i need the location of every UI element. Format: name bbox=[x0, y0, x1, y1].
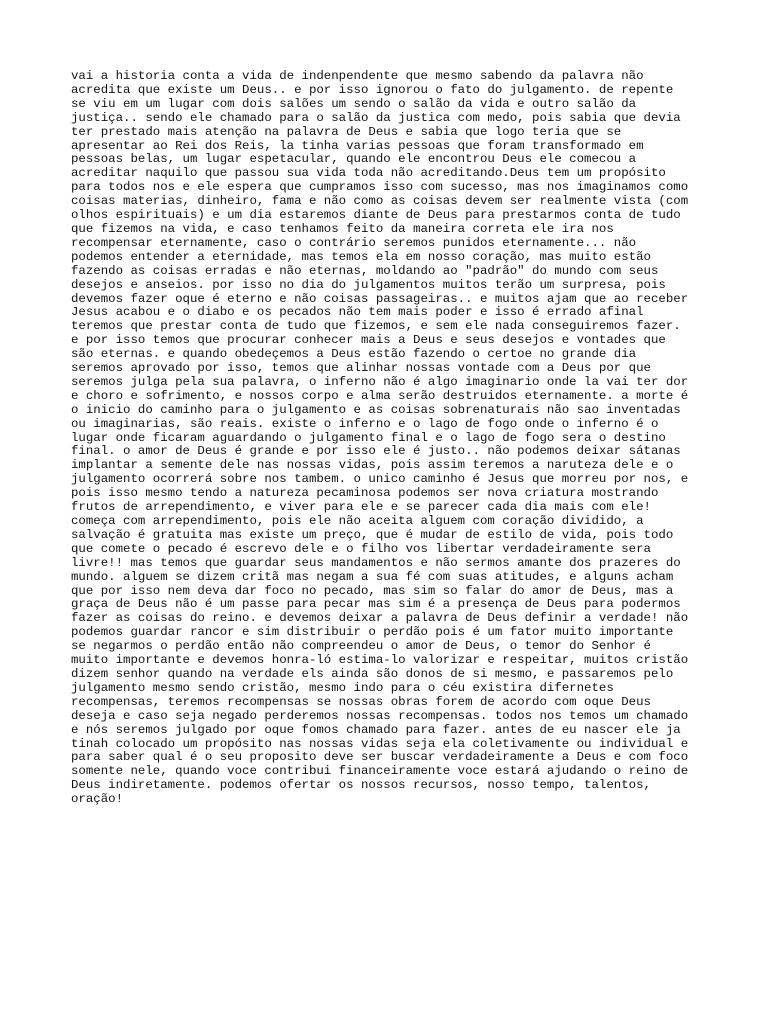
text-line: para todos nos e ele espera que cumpramos isso com sucesso, mas nos imaginamos como bbox=[71, 180, 689, 195]
text-line: julgamento ocorrerá sobre nos tambem. o unico caminho é Jesus que morreu por nos, e bbox=[71, 472, 689, 487]
text-line: podemos guardar rancor e sim distribuir o perdão pois é um fator muito importante bbox=[71, 625, 674, 640]
text-line: mundo. alguem se dizem critã mas negam a sua fé com suas atitudes, e alguns acham bbox=[71, 569, 674, 584]
text-line: se viu em um lugar com dois salões um sendo o salão da vida e outro salão da bbox=[71, 96, 637, 111]
text-line: e por isso temos que procurar conhecer mais a Deus e seus desejos e vontades que bbox=[71, 333, 666, 348]
text-line: livre!! mas temos que guardar seus mandamentos e não sermos amante dos prazeres do bbox=[71, 555, 681, 570]
text-line: oração! bbox=[71, 792, 124, 807]
text-line: deseja e caso seja negado perderemos nossas recompensas. todos nos temos um chamado bbox=[71, 708, 689, 723]
text-line: começa com arrependimento, pois ele não aceita alguem com coração dividido, a bbox=[71, 514, 644, 528]
text-line: fazendo as coisas erradas e não eternas, moldando ao "padrão" do mundo com seus bbox=[71, 263, 659, 278]
text-line: seremos julga pela sua palavra, o inferno não é algo imaginario onde la vai ter dor bbox=[71, 374, 689, 389]
text-line: acredita que existe um Deus.. e por isso ignorou o fato do julgamento. de repente bbox=[71, 82, 674, 97]
text-line: teremos que prestar conta de tudo que fizemos, e sem ele nada conseguiremos fazer. bbox=[71, 319, 681, 334]
text-line: que fizemos na vida, e caso tenhamos feito da maneira correta ele ira nos bbox=[71, 221, 614, 236]
text-line: devemos fazer oque é eterno e não coisas passageiras.. e muitos ajam que ao receber bbox=[71, 291, 689, 306]
text-line: Deus indiretamente. podemos ofertar os nossos recursos, nosso tempo, talentos, bbox=[71, 778, 651, 793]
text-line: e nós seremos julgado por oque fomos chamado para fazer. antes de eu nascer ele ja bbox=[71, 722, 681, 737]
text-line: apresentar ao Rei dos Reis, la tinha varias pessoas que foram transformado em bbox=[71, 138, 644, 153]
text-line: fazer as coisas do reino. e devemos deixar a palavra de Deus definir a verdade! não bbox=[71, 611, 689, 626]
text-line: lugar onde ficaram aguardando o julgamento final e o lago de fogo sera o destino bbox=[71, 430, 666, 445]
text-line: ter prestado mais atenção na palavra de Deus e sabia que logo teria que se bbox=[71, 124, 622, 139]
text-line: olhos espirituais) e um dia estaremos diante de Deus para prestarmos conta de tudo bbox=[71, 208, 681, 223]
text-line: seremos aprovado por isso, temos que alinhar nossas vontade com a Deus por que bbox=[71, 361, 651, 376]
text-line: desejos e anseios. por isso no dia do julgamentos muitos terão um surpresa, pois bbox=[71, 277, 666, 292]
text-line: julgamento mesmo sendo cristão, mesmo indo para o céu existira difernetes bbox=[71, 680, 614, 695]
text-line: se negarmos o perdão então não compreendeu o amor de Deus, o temor do Senhor é bbox=[71, 639, 651, 654]
text-line: e choro e sofrimento, e nossos corpo e alma serão destruidos eternamente. a morte é bbox=[71, 388, 689, 403]
text-line: final. o amor de Deus é grande e por isso ele é justo.. não podemos deixar sátanas bbox=[71, 444, 681, 459]
text-line: são eternas. e quando obedeçemos a Deus estão fazendo o certoe no grande dia bbox=[71, 347, 637, 362]
text-line: pois isso mesmo tendo a natureza pecaminosa podemos ser nova criatura mostrando bbox=[71, 486, 659, 501]
text-line: recompensas, teremos recompensas se nossas obras forem de acordo com oque Deus bbox=[71, 694, 651, 709]
text-line: podemos entender a eternidade, mas temos ela em nosso coração, mas muito estão bbox=[71, 249, 651, 264]
text-line: pessoas belas, um lugar espetacular, quando ele encontrou Deus ele comecou a bbox=[71, 152, 637, 167]
text-line: tinah colocado um propósito nas nossas vidas seja ela coletivamente ou individual e bbox=[71, 736, 689, 751]
text-line: implantar a semente dele nas nossas vidas, pois assim teremos a naruteza dele e o bbox=[71, 458, 674, 473]
text-line: vai a historia conta a vida de indenpendente que mesmo sabendo da palavra não bbox=[71, 69, 644, 83]
text-line: Jesus acabou e o diabo e os pecados não tem mais poder e isso é errado afinal bbox=[71, 305, 644, 320]
text-line: que por isso nem deva dar foco no pecado, mas sim so falar do amor de Deus, mas a bbox=[71, 583, 674, 598]
document-body-text bbox=[71, 70, 711, 807]
text-line: acreditar naquilo que passou sua vida toda não acreditando.Deus tem um propósito bbox=[71, 166, 666, 181]
text-line: coisas materias, dinheiro, fama e não como as coisas devem ser realmente vista (com bbox=[71, 194, 689, 209]
text-line: frutos de arrependimento, e viver para ele e se parecer cada dia mais com ele! bbox=[71, 500, 651, 515]
text-line: somente nele, quando voce contribui financeiramente voce estará ajudando o reino de bbox=[71, 764, 689, 779]
text-line: recompensar eternamente, caso o contrário seremos punidos eternamente... não bbox=[71, 235, 637, 250]
text-line: que comete o pecado é escrevo dele e o filho vos libertar verdadeiramente sera bbox=[71, 541, 651, 556]
text-line: o inicio do caminho para o julgamento e as coisas sobrenaturais não sao inventadas bbox=[71, 402, 681, 417]
text-line: para saber qual é o seu proposito deve ser buscar verdadeiramente a Deus e com foco bbox=[71, 750, 689, 765]
text-line: graça de Deus não é um passe para pecar mas sim é a presença de Deus para podermos bbox=[71, 597, 681, 612]
text-line: justiça.. sendo ele chamado para o salão da justica com medo, pois sabia que devia bbox=[71, 110, 681, 125]
text-line: ou imaginarias, são reais. existe o inferno e o lago de fogo onde o inferno é o bbox=[71, 416, 659, 431]
text-line: salvação é gratuita mas existe um preço, que é mudar de estilo de vida, pois todo bbox=[71, 527, 674, 542]
text-line: dizem senhor quando na verdade els ainda são donos de si mesmo, e passaremos pelo bbox=[71, 666, 674, 681]
text-line: muito importante e devemos honra-ló estima-lo valorizar e respeitar, muitos cristão bbox=[71, 653, 689, 668]
